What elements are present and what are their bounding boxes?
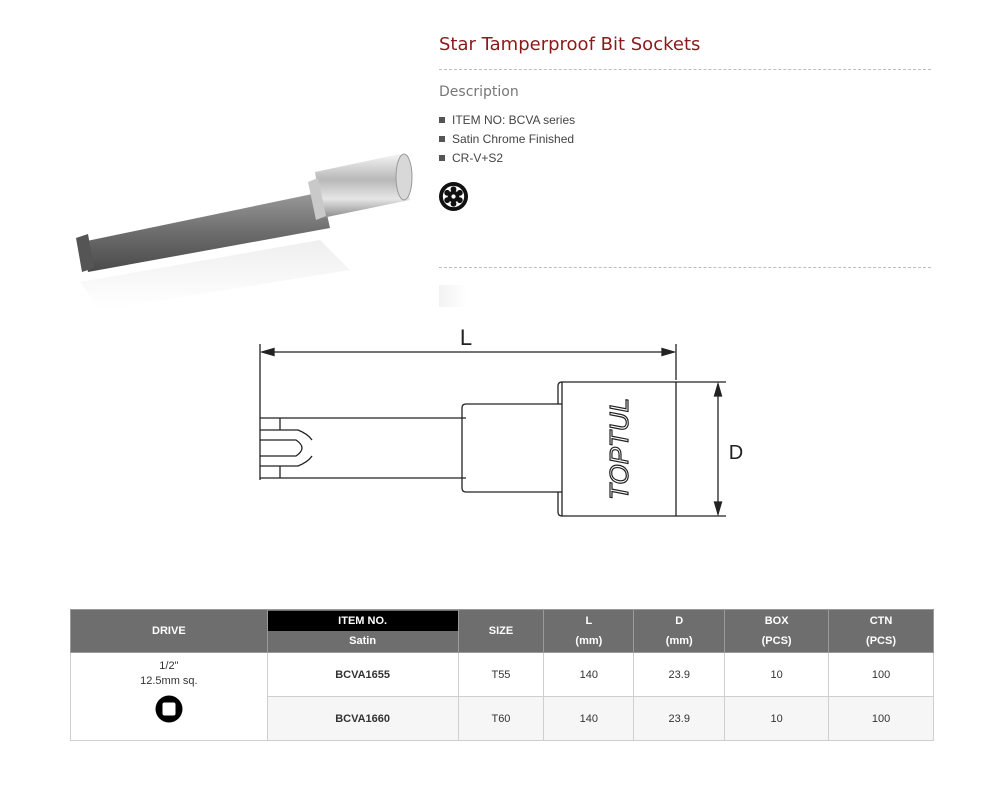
drive-cell [71,653,268,741]
diagram-brand: TOPTUL [604,397,634,501]
header-item-no: ITEM NO. Satin [267,610,458,653]
header-size: SIZE [458,610,544,653]
diagram-label-l: L [459,325,473,350]
cell-ctn: 100 [829,697,934,741]
cell-d: 23.9 [634,697,725,741]
title-divider [439,69,931,70]
description-item: ITEM NO: BCVA series [439,112,575,131]
description-heading: Description [439,84,519,100]
cell-box: 10 [725,697,829,741]
description-item: CR-V+S2 [439,150,575,169]
cell-item: BCVA1655 [267,653,458,697]
table-row [71,653,934,697]
description-item: Satin Chrome Finished [439,131,575,150]
header-ctn: CTN (PCS) [829,610,934,653]
diagram-label-d: D [728,442,744,464]
header-d: D (mm) [634,610,725,653]
header-drive: DRIVE [71,610,268,653]
description-list [439,112,575,169]
cell-l: 140 [544,653,634,697]
drive-size: 1/2" [159,660,179,672]
cell-item: BCVA1660 [267,697,458,741]
cell-size: T60 [458,697,544,741]
product-photo [60,120,420,320]
product-title: Star Tamperproof Bit Sockets [439,34,701,55]
square-drive-icon [155,695,183,723]
thumbnail[interactable] [439,285,467,307]
cell-l: 140 [544,697,634,741]
cell-size: T55 [458,653,544,697]
cell-box: 10 [725,653,829,697]
drive-size-mm: 12.5mm sq. [140,675,198,687]
header-box: BOX (PCS) [725,610,829,653]
header-l: L (mm) [544,610,634,653]
table-header-row [71,610,934,653]
dimension-diagram [240,320,760,540]
cell-d: 23.9 [634,653,725,697]
torx-star-icon [438,181,469,212]
spec-table [70,609,934,741]
cell-ctn: 100 [829,653,934,697]
description-divider [439,267,931,268]
